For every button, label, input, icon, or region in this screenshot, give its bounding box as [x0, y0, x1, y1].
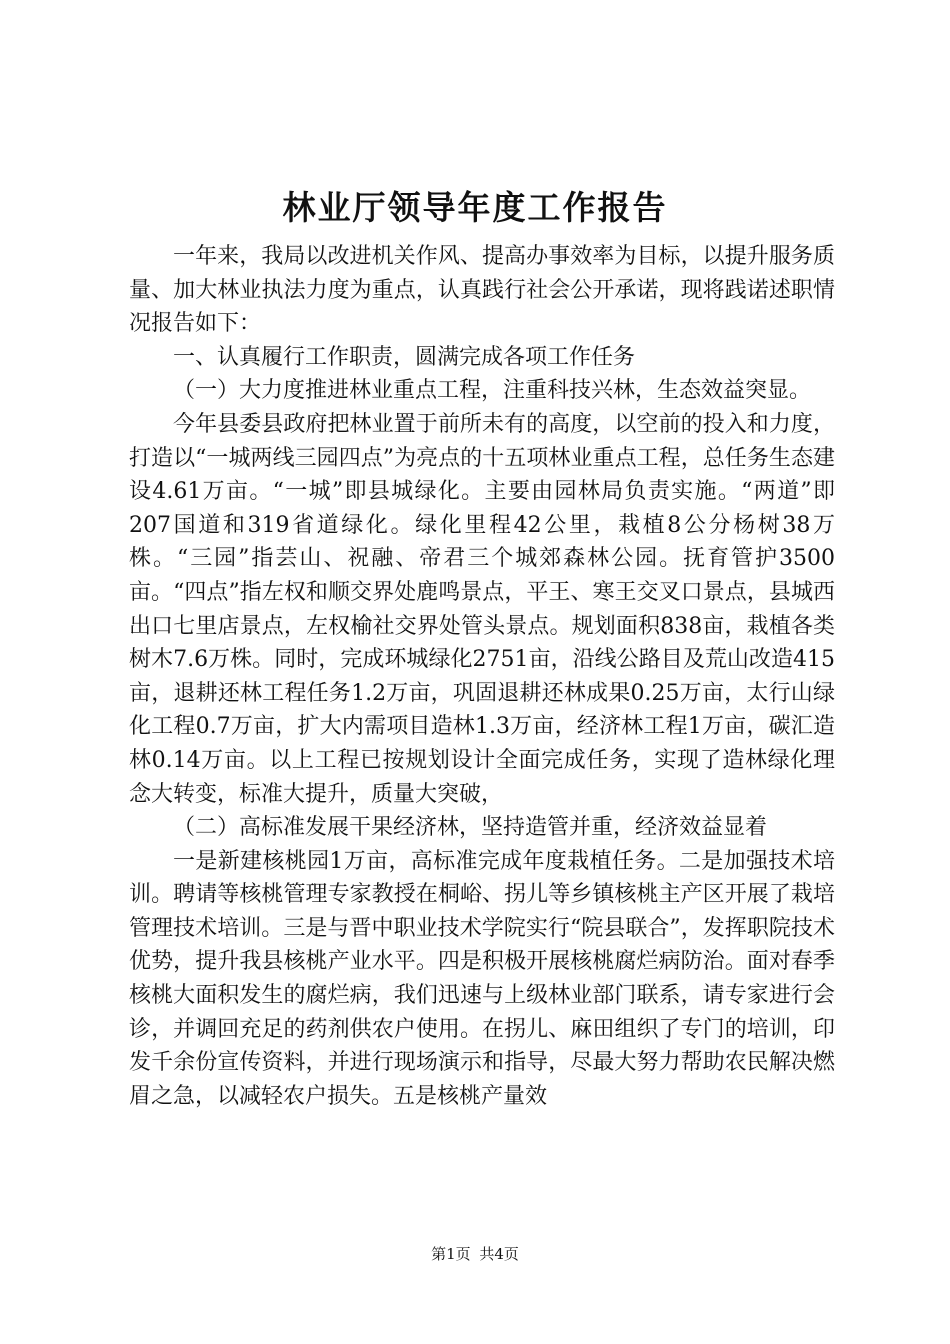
section-heading-1: 一、认真履行工作职责，圆满完成各项工作任务	[173, 344, 636, 370]
page-total: 共4页	[479, 1245, 519, 1263]
paragraph-intro: 一年来，我局以改进机关作风、提高办事效率为目标，以提升服务质量、加大林业执法力度为重点，认真践行社会公开承诺，现将践诺述职情况报告如下：	[129, 244, 835, 337]
document-title: 林业厅领导年度工作报告	[282, 188, 668, 227]
page-number: 第1页	[431, 1245, 471, 1263]
subsection-heading-2: （二）高标准发展干果经济林，坚持造管并重，经济效益显着	[173, 815, 768, 841]
document-body	[129, 240, 835, 1113]
subsection-heading-1: （一）大力度推进林业重点工程，注重科技兴林，生态效益突显。	[173, 378, 812, 404]
page-footer	[0, 1243, 950, 1264]
paragraph-forestry-projects: 今年县委县政府把林业置于前所未有的高度，以空前的投入和力度，打造以“一城两线三园四点”为亮点的十五项林业重点工程，总任务生态建设4.61万亩。“一城”即县城绿化。主要由园林局负责实施。“两道”即207国道和319省道绿化。绿化里程42公里，栽植8公分杨树38万株。“三园”指芸山、祝融、帝君三个城郊森林公园。抚育管护3500亩。“四点”指左权和顺交界处鹿鸣景点，平王、寒王交叉口景点，县城西出口七里店景点，左权榆社交界处管头景点。规划面积838亩，栽植各类树木7.6万株。同时，完成环城绿化2751亩，沿线公路目及荒山改造415亩，退耕还林工程任务1.2万亩，巩固退耕还林成果0.25万亩，太行山绿化工程0.7万亩，扩大内需项目造林1.3万亩，经济林工程1万亩，碳汇造林0.14万亩。以上工程已按规划设计全面完成任务，实现了造林绿化理念大转变，标准大提升，质量大突破，	[129, 411, 835, 807]
paragraph-walnut: 一是新建核桃园1万亩，高标准完成年度栽植任务。二是加强技术培训。聘请等核桃管理专家教授在桐峪、拐儿等乡镇核桃主产区开展了栽培管理技术培训。三是与晋中职业技术学院实行“院县联合”，发挥职院技术优势，提升我县核桃产业水平。四是积极开展核桃腐烂病防治。面对春季核桃大面积发生的腐烂病，我们迅速与上级林业部门联系，请专家进行会诊，并调回充足的药剂供农户使用。在拐儿、麻田组织了专门的培训，印发千余份宣传资料，并进行现场演示和指导，尽最大努力帮助农民解决燃眉之急，以减轻农户损失。五是核桃产量效	[129, 848, 835, 1109]
